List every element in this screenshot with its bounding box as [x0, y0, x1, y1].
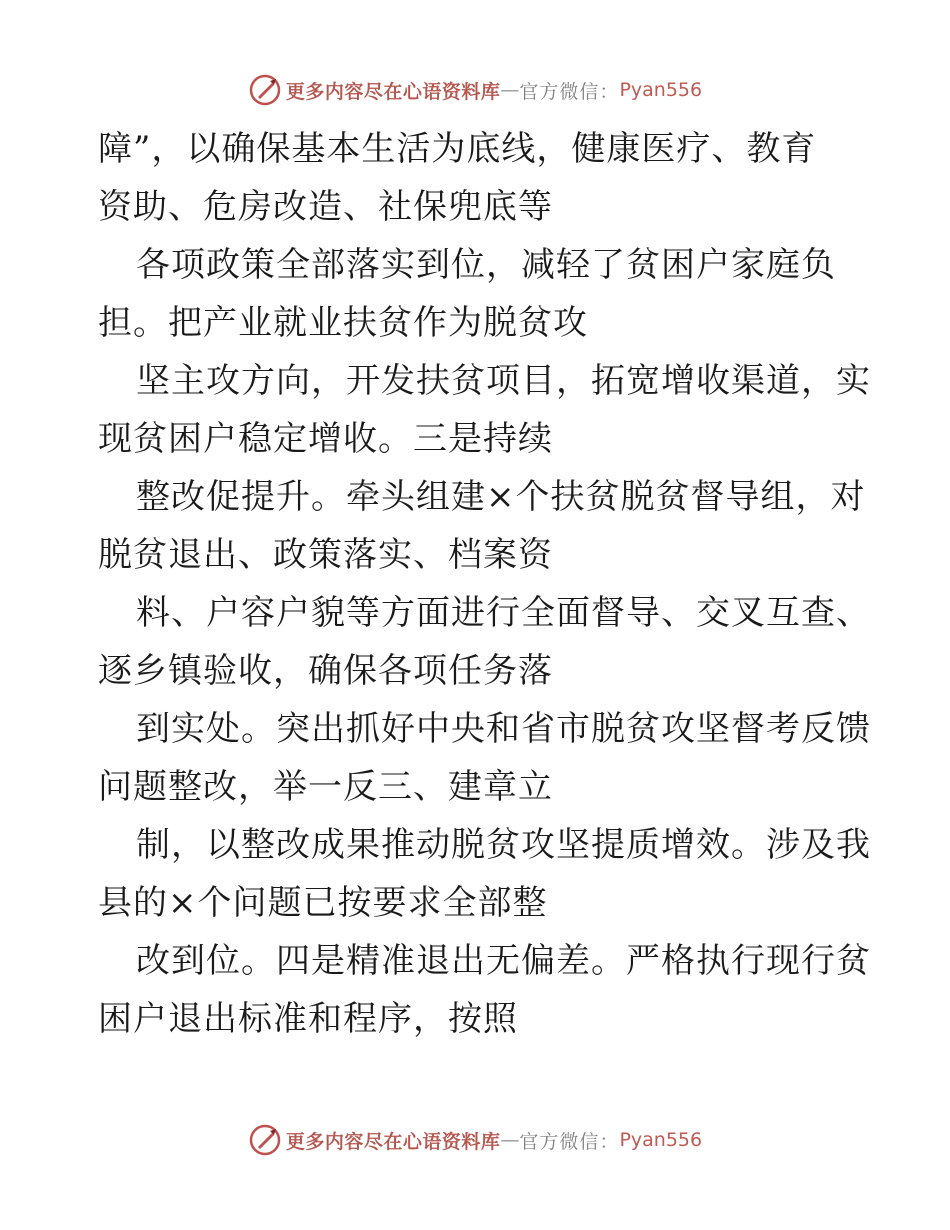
body-line: 制，以整改成果推动脱贫攻坚提质增效。涉及我 — [136, 825, 871, 865]
banner-wechat-label: 官方微信： — [519, 1130, 620, 1153]
banner-site-text: 更多内容尽在心语资料库 — [285, 80, 501, 103]
banner-wechat-id: Pyan556 — [619, 1129, 703, 1151]
banner-wechat-label: 官方微信： — [519, 80, 620, 103]
body-line: 担。把产业就业扶贫作为脱贫攻 — [98, 303, 588, 343]
body-line: 问题整改，举一反三、建章立 — [98, 767, 553, 807]
logo-icon — [248, 1123, 282, 1157]
header-banner — [0, 70, 950, 110]
footer-banner — [0, 1120, 950, 1160]
body-line: 障”，以确保基本生活为底线，健康医疗、教育 — [98, 129, 817, 169]
body-line: 到实处。突出抓好中央和省市脱贫攻坚督考反馈 — [136, 709, 871, 749]
body-line: 资助、危房改造、社保兜底等 — [98, 187, 553, 227]
banner-site-text: 更多内容尽在心语资料库 — [285, 1130, 501, 1153]
body-line: 困户退出标准和程序，按照 — [98, 999, 518, 1039]
body-line: 整改促提升。牵头组建×个扶贫脱贫督导组，对 — [136, 477, 866, 517]
banner-dash: — — [500, 79, 520, 101]
banner-wechat-id: Pyan556 — [619, 79, 703, 101]
body-line: 改到位。四是精准退出无偏差。严格执行现行贫 — [136, 941, 871, 981]
body-line: 脱贫退出、政策落实、档案资 — [98, 535, 553, 575]
body-line: 料、户容户貌等方面进行全面督导、交叉互查、 — [136, 593, 871, 633]
logo-icon — [248, 73, 282, 107]
body-line: 县的×个问题已按要求全部整 — [98, 883, 548, 923]
body-line: 现贫困户稳定增收。三是持续 — [98, 419, 553, 459]
body-line: 逐乡镇验收，确保各项任务落 — [98, 651, 553, 691]
body-line: 坚主攻方向，开发扶贫项目，拓宽增收渠道，实 — [136, 361, 871, 401]
body-line: 各项政策全部落实到位，减轻了贫困户家庭负 — [136, 245, 836, 285]
banner-dash: — — [500, 1129, 520, 1151]
document-body — [98, 120, 898, 1048]
